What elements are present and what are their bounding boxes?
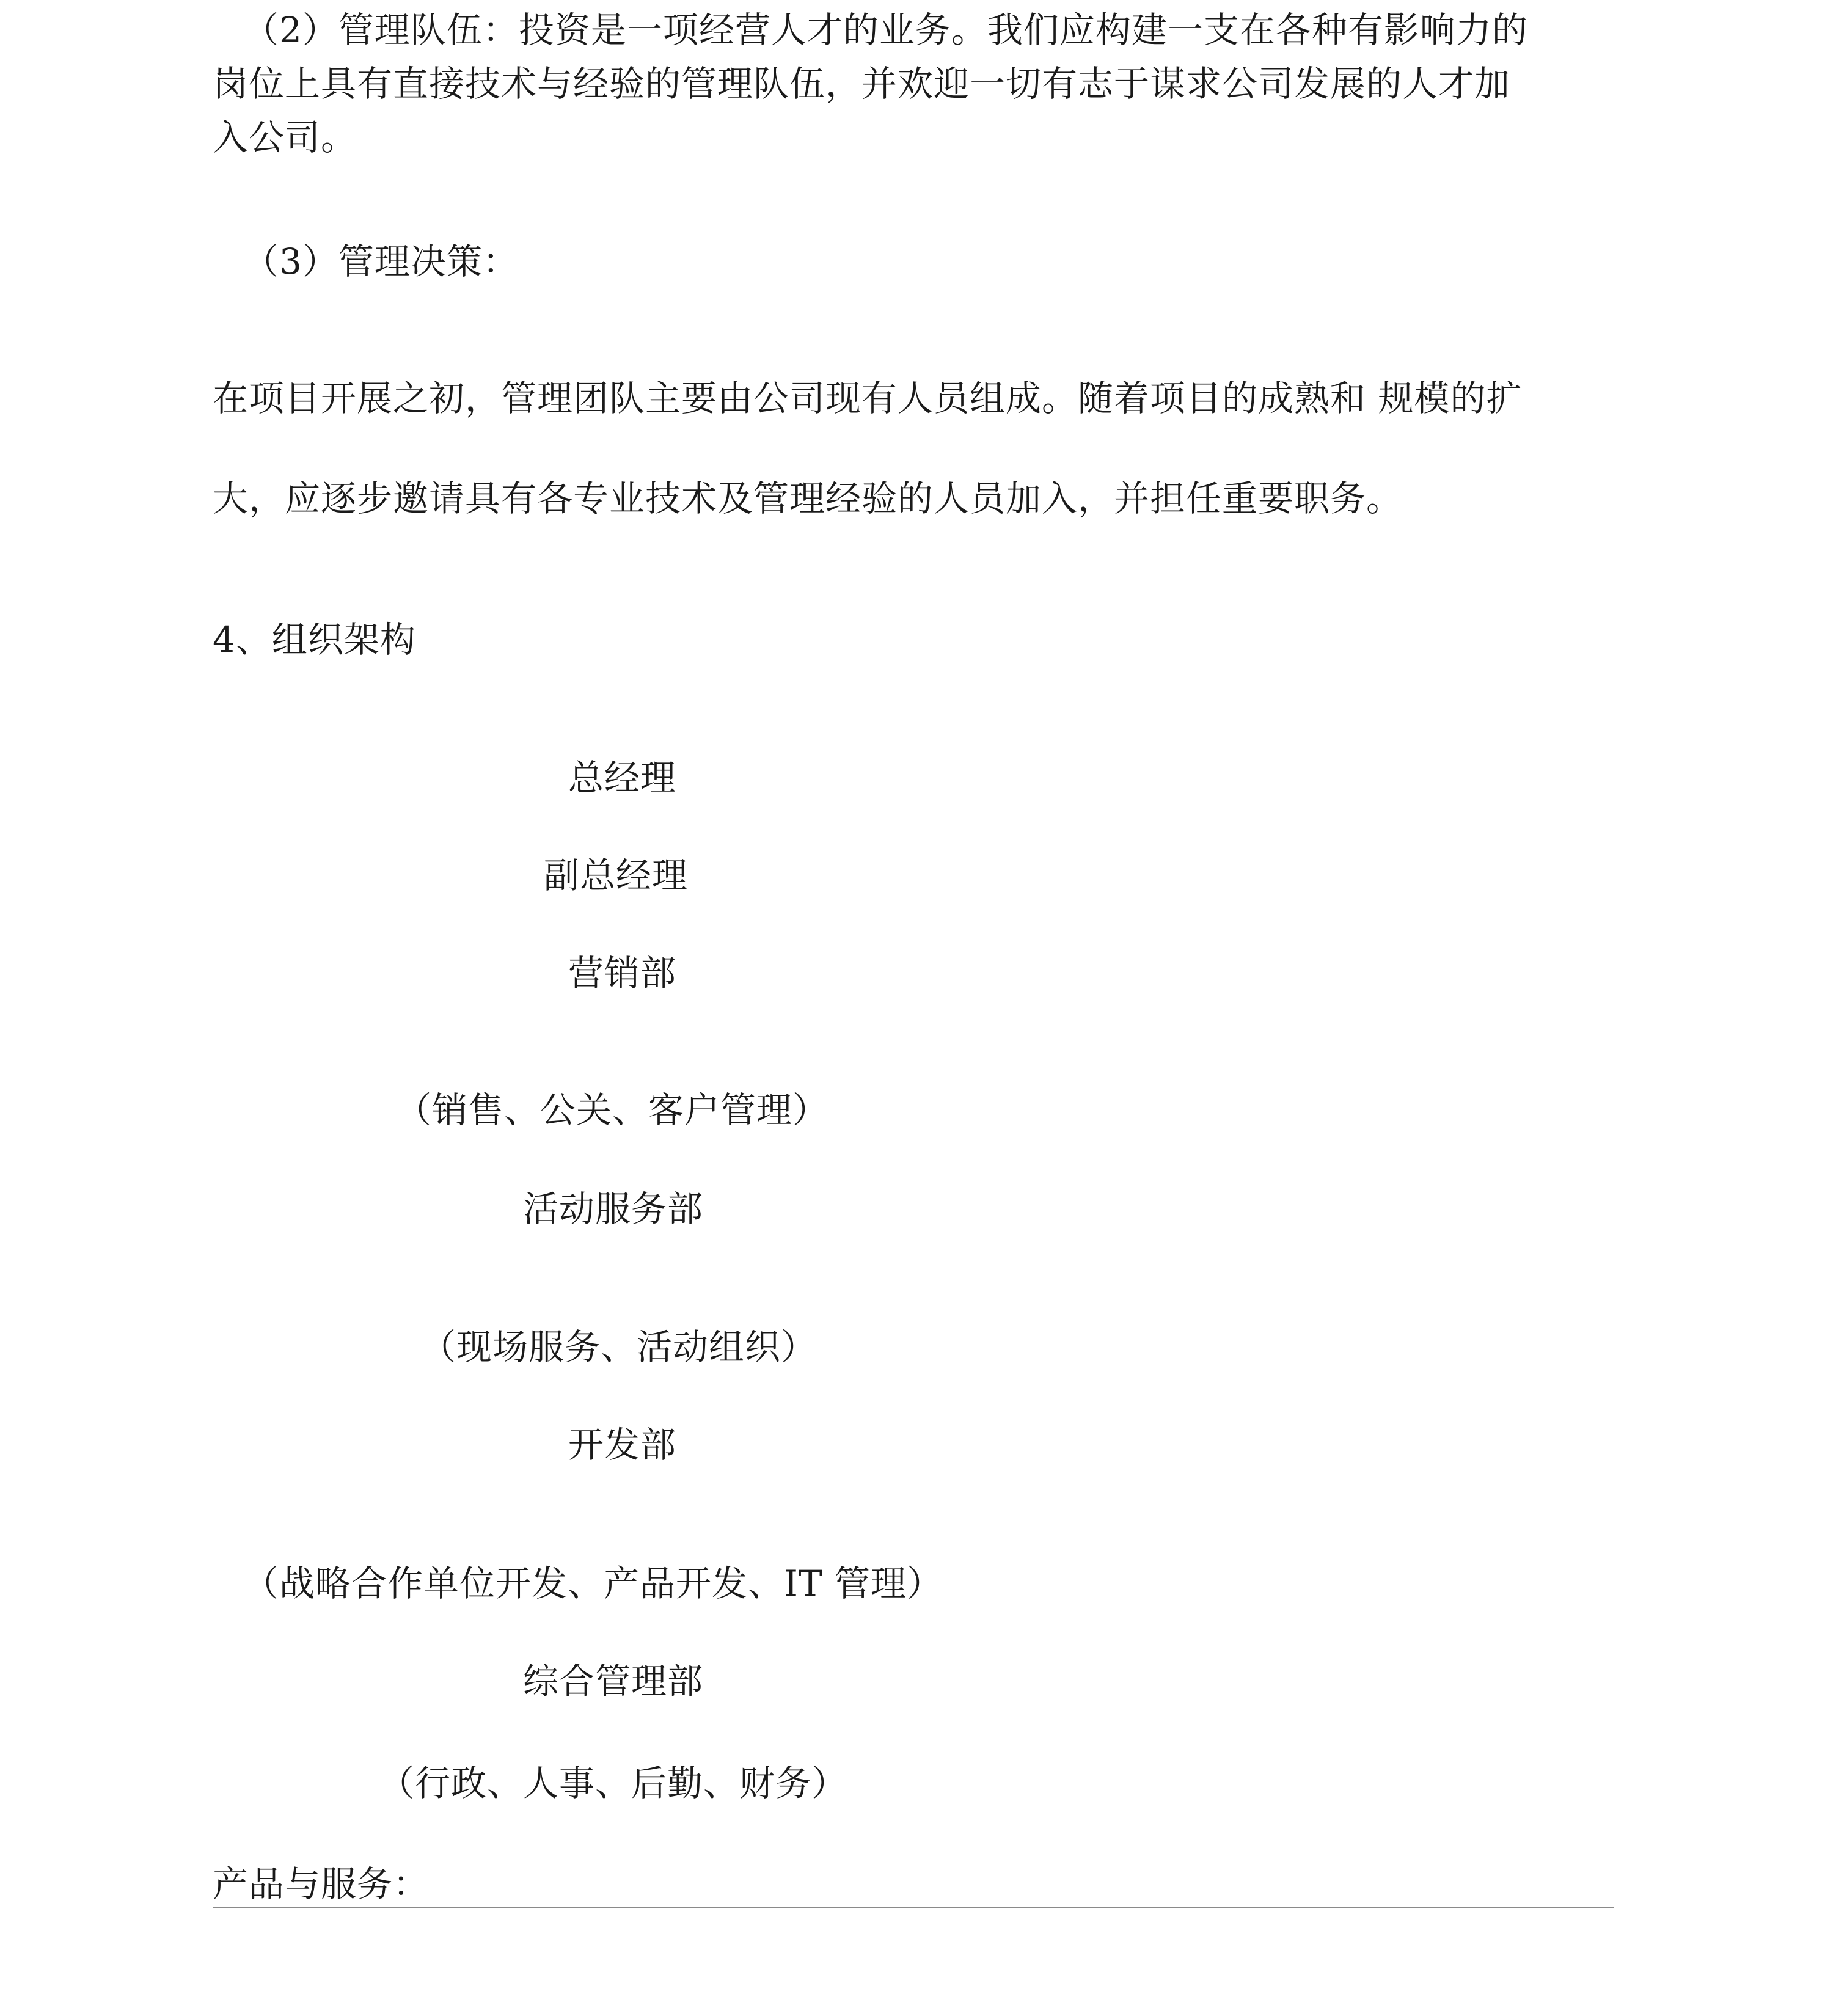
management-team-line-3: 入公司。: [213, 117, 357, 158]
org-admin-scope: （行政、人事、后勤、财务）: [379, 1762, 848, 1804]
org-event-service-scope: （现场服务、活动组织）: [420, 1326, 817, 1368]
org-structure-heading: 4、组织架构: [213, 619, 416, 660]
management-team-line-2: 岗位上具有直接技术与经验的管理队伍，并欢迎一切有志于谋求公司发展的人才加: [213, 63, 1511, 104]
org-marketing-scope: （销售、公关、客户管理）: [396, 1089, 829, 1131]
management-team-line-1: （2）管理队伍：投资是一项经营人才的业务。我们应构建一支在各种有影响力的: [243, 9, 1528, 51]
org-general-manager: 总经理: [568, 757, 677, 798]
section-divider: [213, 1907, 1614, 1908]
org-development-scope: （战略合作单位开发、产品开发、IT 管理）: [243, 1563, 943, 1604]
management-decision-heading: （3）管理决策：: [243, 241, 519, 282]
org-deputy-general-manager: 副总经理: [544, 855, 689, 896]
management-decision-line-2: 大，应逐步邀请具有各专业技术及管理经验的人员加入，并担任重要职务。: [213, 478, 1403, 519]
org-development-dept: 开发部: [568, 1424, 677, 1466]
org-marketing-dept: 营销部: [568, 952, 677, 994]
products-services-heading: 产品与服务：: [213, 1863, 430, 1905]
org-admin-dept: 综合管理部: [523, 1660, 704, 1702]
management-decision-line-1: 在项目开展之初，管理团队主要由公司现有人员组成。随着项目的成熟和 规模的扩: [213, 378, 1523, 419]
org-event-service-dept: 活动服务部: [523, 1188, 704, 1230]
